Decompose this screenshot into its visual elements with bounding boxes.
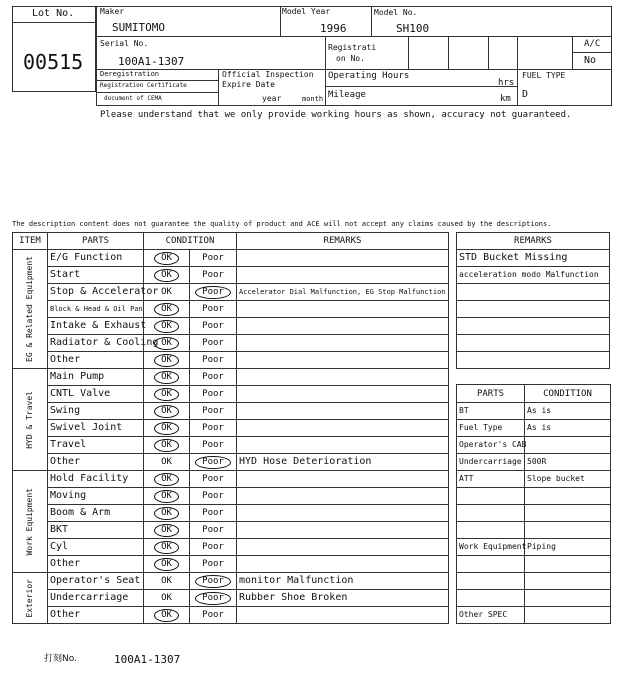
poor-label: Poor [202, 253, 224, 263]
parts-row [457, 488, 611, 505]
spec-part [457, 522, 525, 539]
month-label: month [302, 95, 324, 103]
condition-poor [190, 522, 237, 539]
model-year-value: 1996 [320, 22, 347, 35]
table-row [13, 556, 449, 573]
remark-cell [237, 556, 449, 573]
ok-label: OK [154, 337, 179, 350]
condition-ok [144, 573, 190, 590]
poor-label: Poor [195, 456, 231, 469]
poor-label: Poor [202, 355, 224, 365]
condition-poor [190, 556, 237, 573]
remark-cell [237, 403, 449, 420]
parts-row [457, 505, 611, 522]
condition-ok [144, 318, 190, 335]
poor-label: Poor [202, 474, 224, 484]
condition-poor [190, 420, 237, 437]
item-group-cell [13, 250, 48, 369]
part-name: Undercarriage [48, 590, 144, 607]
serial-value: 100A1-1307 [118, 55, 185, 68]
condition-header: CONDITION [525, 385, 611, 403]
remark-text: STD Bucket Missing [457, 250, 610, 267]
table-row [13, 437, 449, 454]
table-row [13, 488, 449, 505]
part-name: Swing [48, 403, 144, 420]
spec-part: BT [457, 403, 525, 420]
spec-part: Operator's CAB [457, 437, 525, 454]
condition-ok [144, 437, 190, 454]
table-row [13, 301, 449, 318]
condition-poor [190, 267, 237, 284]
remarks-row [457, 284, 610, 301]
condition-ok [144, 539, 190, 556]
spec-condition [525, 522, 611, 539]
part-name: Main Pump [48, 369, 144, 386]
poor-label: Poor [202, 270, 224, 280]
part-name: Other [48, 352, 144, 369]
serial-label: Serial No. [100, 39, 149, 48]
disclaimer: The description content does not guarantee the quality of product and ACE will not accept any claims caused by the descriptions. [12, 220, 552, 228]
table-row [13, 352, 449, 369]
spec-condition [525, 437, 611, 454]
condition-poor [190, 607, 237, 624]
poor-label: Poor [202, 559, 224, 569]
remark-text: acceleration modo Malfunction [457, 267, 610, 284]
table-row [13, 420, 449, 437]
part-name: Travel [48, 437, 144, 454]
condition-poor [190, 369, 237, 386]
spec-part: Work Equipment [457, 539, 525, 556]
condition-poor [190, 301, 237, 318]
remarks-table [456, 232, 610, 369]
stamp-label: 打刻No. [44, 654, 77, 664]
ok-label: OK [154, 320, 179, 333]
registration-label-1: Registrati [328, 43, 377, 52]
spec-condition [525, 488, 611, 505]
ok-label: OK [154, 269, 179, 282]
remark-cell [237, 471, 449, 488]
ok-label: OK [161, 457, 172, 467]
condition-ok [144, 590, 190, 607]
maker-label: Maker [100, 7, 125, 16]
remarks-row [457, 250, 610, 267]
poor-label: Poor [202, 304, 224, 314]
condition-ok [144, 505, 190, 522]
condition-poor [190, 284, 237, 301]
poor-label: Poor [202, 338, 224, 348]
table-row [13, 403, 449, 420]
poor-label: Poor [202, 542, 224, 552]
ok-label: OK [154, 422, 179, 435]
condition-poor [190, 539, 237, 556]
part-name: E/G Function [48, 250, 144, 267]
fuel-type-label: FUEL TYPE [522, 71, 566, 80]
parts-row [457, 420, 611, 437]
condition-ok [144, 352, 190, 369]
table-row [13, 590, 449, 607]
km-label: km [500, 94, 511, 104]
poor-label: Poor [202, 423, 224, 433]
ok-label: OK [154, 405, 179, 418]
table-row [13, 471, 449, 488]
parts-row [457, 539, 611, 556]
spec-condition [525, 505, 611, 522]
parts-row [457, 607, 611, 624]
table-row [13, 335, 449, 352]
part-name: Operator's Seat [48, 573, 144, 590]
remark-cell [237, 386, 449, 403]
poor-label: Poor [202, 389, 224, 399]
ok-label: OK [154, 252, 179, 265]
remark-cell [237, 539, 449, 556]
model-no-value: SH100 [396, 22, 430, 35]
table-row [13, 369, 449, 386]
condition-poor [190, 505, 237, 522]
remark-cell [237, 369, 449, 386]
item-group-label: HYD & Travel [25, 390, 34, 449]
poor-label: Poor [202, 508, 224, 518]
poor-label: Poor [202, 491, 224, 501]
condition-ok [144, 420, 190, 437]
header-remarks: REMARKS [237, 233, 449, 250]
parts-header: PARTS [457, 385, 525, 403]
model-no-label: Model No. [374, 8, 418, 17]
part-name: Other [48, 607, 144, 624]
condition-ok [144, 607, 190, 624]
condition-ok [144, 250, 190, 267]
part-name: CNTL Valve [48, 386, 144, 403]
spec-part [457, 573, 525, 590]
table-row [13, 318, 449, 335]
header-item: ITEM [13, 233, 48, 250]
dereg-label: Deregistration [100, 70, 160, 78]
spec-part [457, 505, 525, 522]
condition-ok [144, 556, 190, 573]
ok-label: OK [154, 388, 179, 401]
spec-part [457, 488, 525, 505]
part-name: Start [48, 267, 144, 284]
spec-condition: Piping [525, 539, 611, 556]
remark-cell [237, 335, 449, 352]
parts-table [456, 384, 611, 624]
remark-cell [237, 318, 449, 335]
poor-label: Poor [202, 372, 224, 382]
lot-number: 00515 [23, 50, 84, 74]
remarks-row [457, 267, 610, 284]
part-name: Stop & Accelerator [48, 284, 144, 301]
part-name: Other [48, 556, 144, 573]
item-group-label: Exterior [25, 578, 34, 618]
part-name: Cyl [48, 539, 144, 556]
spec-part: Fuel Type [457, 420, 525, 437]
spec-condition [525, 607, 611, 624]
ok-label: OK [161, 576, 172, 586]
poor-label: Poor [195, 286, 231, 299]
table-row [13, 250, 449, 267]
remark-cell: monitor Malfunction [237, 573, 449, 590]
condition-table [12, 232, 449, 624]
poor-label: Poor [202, 440, 224, 450]
part-name: Hold Facility [48, 471, 144, 488]
remark-cell [237, 607, 449, 624]
part-name: BKT [48, 522, 144, 539]
reg-cert-label: Registration Certificate [100, 82, 187, 89]
poor-label: Poor [202, 610, 224, 620]
ok-label: OK [154, 490, 179, 503]
table-row [13, 539, 449, 556]
remark-cell [237, 437, 449, 454]
item-group-cell [13, 573, 48, 624]
part-name: Swivel Joint [48, 420, 144, 437]
table-row [13, 505, 449, 522]
table-row [13, 607, 449, 624]
remark-cell: Rubber Shoe Broken [237, 590, 449, 607]
spec-part: ATT [457, 471, 525, 488]
condition-poor [190, 403, 237, 420]
table-row [13, 454, 449, 471]
condition-ok [144, 522, 190, 539]
remarks-row [457, 335, 610, 352]
remark-cell [237, 267, 449, 284]
condition-ok [144, 301, 190, 318]
poor-label: Poor [202, 525, 224, 535]
ok-label: OK [154, 507, 179, 520]
remark-cell: HYD Hose Deterioration [237, 454, 449, 471]
spec-condition: Slope bucket [525, 471, 611, 488]
spec-condition: As is [525, 420, 611, 437]
spec-part: Other SPEC [457, 607, 525, 624]
accuracy-notice: Please understand that we only provide working hours as shown, accuracy not guaranteed. [100, 110, 572, 120]
model-year-label: Model Year [282, 7, 331, 16]
header-remarks-2: REMARKS [457, 233, 610, 250]
op-hours-label: Operating Hours [328, 71, 410, 81]
spec-part: Undercarriage [457, 454, 525, 471]
ok-label: OK [154, 303, 179, 316]
stamp-value: 100A1-1307 [114, 653, 181, 666]
maker-value: SUMITOMO [112, 21, 165, 34]
parts-row [457, 573, 611, 590]
ok-label: OK [154, 354, 179, 367]
ok-label: OK [154, 609, 179, 622]
remark-text [457, 335, 610, 352]
condition-poor [190, 573, 237, 590]
item-group-cell [13, 471, 48, 573]
ok-label: OK [154, 439, 179, 452]
remark-cell [237, 505, 449, 522]
registration-label-2: on No. [336, 54, 365, 63]
spec-part [457, 590, 525, 607]
remark-cell [237, 301, 449, 318]
table-row [13, 284, 449, 301]
ac-value: No [584, 55, 597, 66]
spec-condition [525, 573, 611, 590]
condition-poor [190, 318, 237, 335]
part-name: Radiator & Cooling [48, 335, 144, 352]
remark-cell [237, 250, 449, 267]
header-condition: CONDITION [144, 233, 237, 250]
poor-label: Poor [195, 592, 231, 605]
table-row [13, 386, 449, 403]
condition-poor [190, 250, 237, 267]
condition-poor [190, 471, 237, 488]
inspection-label-1: Official Inspection [222, 70, 314, 79]
remark-cell [237, 522, 449, 539]
remark-text [457, 301, 610, 318]
condition-poor [190, 335, 237, 352]
condition-poor [190, 386, 237, 403]
ok-label: OK [154, 524, 179, 537]
condition-ok [144, 471, 190, 488]
part-name: Intake & Exhaust [48, 318, 144, 335]
condition-poor [190, 454, 237, 471]
header-parts: PARTS [48, 233, 144, 250]
item-group-label: EG & Related Equipment [25, 256, 34, 362]
spec-part [457, 556, 525, 573]
condition-poor [190, 590, 237, 607]
parts-row [457, 590, 611, 607]
spec-condition: As is [525, 403, 611, 420]
item-group-label: Work Equipment [25, 487, 34, 556]
remarks-row [457, 352, 610, 369]
ok-label: OK [154, 541, 179, 554]
part-name: Other [48, 454, 144, 471]
remark-text [457, 352, 610, 369]
hrs-label: hrs [498, 78, 515, 88]
spec-condition [525, 590, 611, 607]
remark-text [457, 318, 610, 335]
mileage-label: Mileage [328, 90, 366, 100]
part-name: Boom & Arm [48, 505, 144, 522]
ac-label: A/C [584, 39, 601, 49]
condition-ok [144, 488, 190, 505]
year-label: year [262, 94, 282, 103]
ok-label: OK [154, 371, 179, 384]
remarks-row [457, 318, 610, 335]
lot-label: Lot No. [32, 8, 75, 19]
table-row [13, 267, 449, 284]
fuel-type-value: D [522, 89, 529, 100]
table-row [13, 573, 449, 590]
poor-label: Poor [195, 575, 231, 588]
item-group-cell [13, 369, 48, 471]
remark-cell: Accelerator Dial Malfunction, EG Stop Malfunction [237, 284, 449, 301]
poor-label: Poor [202, 406, 224, 416]
spec-condition [525, 556, 611, 573]
inspection-label-2: Expire Date [222, 80, 275, 89]
remark-cell [237, 420, 449, 437]
condition-poor [190, 488, 237, 505]
condition-poor [190, 437, 237, 454]
remarks-row [457, 301, 610, 318]
parts-row [457, 556, 611, 573]
parts-row [457, 522, 611, 539]
part-name: Moving [48, 488, 144, 505]
condition-ok [144, 267, 190, 284]
ok-label: OK [154, 558, 179, 571]
parts-row [457, 437, 611, 454]
table-row [13, 522, 449, 539]
ok-label: OK [161, 287, 172, 297]
ok-label: OK [161, 593, 172, 603]
parts-row [457, 471, 611, 488]
remark-cell [237, 488, 449, 505]
part-name: Block & Head & Oil Pan [48, 301, 144, 318]
cema-label: document of CEMA [104, 95, 162, 102]
condition-ok [144, 369, 190, 386]
parts-row [457, 454, 611, 471]
parts-row [457, 403, 611, 420]
condition-ok [144, 403, 190, 420]
ok-label: OK [154, 473, 179, 486]
remark-cell [237, 352, 449, 369]
condition-poor [190, 352, 237, 369]
spec-condition: 500R [525, 454, 611, 471]
remark-text [457, 284, 610, 301]
poor-label: Poor [202, 321, 224, 331]
condition-ok [144, 386, 190, 403]
condition-ok [144, 454, 190, 471]
